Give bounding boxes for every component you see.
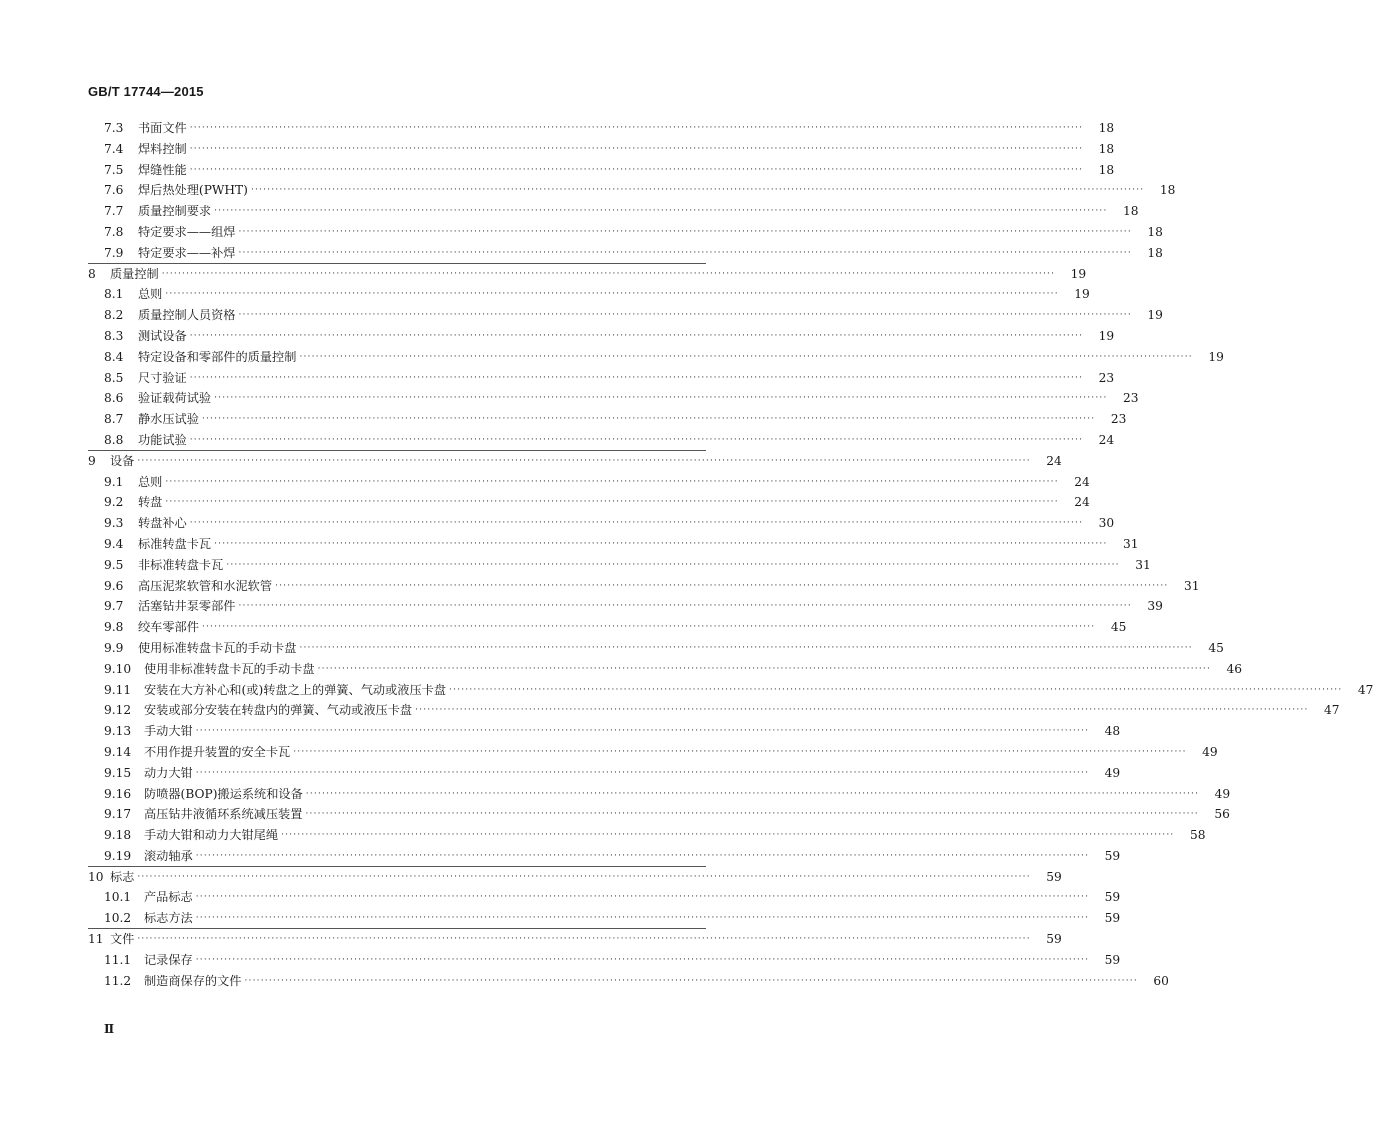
toc-entry[interactable]: [0, 617, 1127, 638]
toc-entry[interactable]: [0, 555, 1151, 576]
leader-dots: ····························································································································································································································: [449, 684, 1343, 695]
toc-entry-number: 8.3: [104, 328, 124, 343]
toc-entry-title: 焊后热处理(PWHT): [138, 183, 248, 198]
toc-entry-title: 质量控制要求: [138, 204, 212, 219]
leader-dots: ····························································································································································································································: [293, 746, 1187, 757]
toc-entry[interactable]: [0, 284, 1090, 305]
leader-dots: ····························································································································································································································: [214, 538, 1108, 549]
toc-entry-page: 18: [1098, 141, 1115, 156]
toc-entry-page: 19: [1147, 308, 1163, 323]
leader-dots: ····························································································································································································································: [305, 809, 1199, 820]
toc-entry-title: 产品标志: [144, 890, 193, 905]
toc-entry-title: 手动大钳和动力大钳尾绳: [144, 828, 279, 843]
toc-entry[interactable]: [0, 492, 1090, 513]
toc-entry-number: 9.8: [104, 620, 124, 635]
toc-entry-number: 9.13: [104, 724, 132, 739]
toc-entry-number: 10.1: [104, 890, 132, 905]
toc-entry-title: 总则: [138, 474, 163, 489]
toc-entry-page: 24: [1046, 453, 1062, 468]
toc-entry-title: 非标准转盘卡瓦: [138, 557, 224, 572]
toc-entry[interactable]: [0, 326, 1115, 347]
leader-dots: ····························································································································································································································: [189, 164, 1084, 175]
toc-entry-page: 56: [1214, 807, 1230, 822]
toc-entry-number: 9.1: [104, 474, 124, 489]
section-divider: [88, 450, 706, 451]
toc-entry-title: 绞车零部件: [138, 620, 199, 635]
toc-entry-number: 8: [88, 266, 96, 281]
toc-entry-number: 8.7: [104, 412, 124, 427]
leader-dots: ····························································································································································································································: [189, 123, 1084, 133]
section-divider: [88, 928, 706, 929]
toc-entry-title: 功能试验: [138, 432, 187, 447]
toc-entry[interactable]: [0, 929, 1062, 950]
toc-entry[interactable]: [0, 596, 1163, 617]
page-number-footer: Ⅱ: [104, 1022, 115, 1036]
toc-entry-title: 安装在大方补心和(或)转盘之上的弹簧、气动或液压卡盘: [144, 682, 447, 697]
leader-dots: ····························································································································································································································: [189, 434, 1084, 445]
toc-entry-number: 8.8: [104, 432, 124, 447]
toc-entry-page: 45: [1208, 640, 1224, 655]
toc-entry-title: 制造商保存的文件: [144, 973, 242, 988]
toc-entry[interactable]: [0, 347, 1224, 368]
toc-entry[interactable]: [0, 264, 1087, 285]
leader-dots: ····························································································································································································································: [214, 393, 1108, 404]
leader-dots: ····························································································································································································································: [238, 226, 1132, 237]
toc-entry-title: 转盘: [138, 495, 163, 510]
toc-entry-title: 标准转盘卡瓦: [138, 536, 212, 551]
toc-entry[interactable]: [0, 659, 1243, 680]
toc-entry-page: 59: [1046, 869, 1062, 884]
toc-entry-number: 7.9: [104, 245, 124, 260]
toc-entry-number: 9.12: [104, 703, 132, 718]
toc-entry-title: 验证载荷试验: [138, 391, 212, 406]
toc-entry-page: 45: [1110, 620, 1127, 635]
toc-entry-number: 7.4: [104, 141, 124, 156]
toc-entry-title: 防喷器(BOP)搬运系统和设备: [144, 786, 303, 801]
toc-entry[interactable]: [0, 638, 1224, 659]
toc-entry-page: 19: [1070, 266, 1087, 281]
toc-entry-page: 23: [1123, 391, 1139, 406]
toc-entry[interactable]: [0, 222, 1163, 243]
toc-entry-page: 31: [1183, 578, 1200, 593]
leader-dots: ····························································································································································································································: [238, 247, 1132, 258]
leader-dots: ····························································································································································································································: [195, 850, 1090, 861]
toc-entry-page: 19: [1098, 328, 1115, 343]
toc-entry-page: 59: [1104, 952, 1121, 967]
toc-entry-page: 23: [1098, 370, 1115, 385]
toc-entry-title: 特定要求——组焊: [138, 224, 236, 239]
toc-entry[interactable]: [0, 804, 1230, 825]
toc-entry-title: 尺寸验证: [138, 370, 187, 385]
leader-dots: ····························································································································································································································: [201, 414, 1096, 425]
toc-entry-page: 60: [1153, 973, 1169, 988]
toc-entry[interactable]: [0, 700, 1340, 721]
leader-dots: ····························································································································································································································: [165, 476, 1059, 487]
toc-entry-title: 使用标准转盘卡瓦的手动卡盘: [138, 640, 297, 655]
leader-dots: ····························································································································································································································: [244, 975, 1138, 986]
toc-entry-page: 24: [1074, 495, 1090, 510]
leader-dots: ····························································································································································································································: [189, 330, 1084, 341]
toc-entry-page: 59: [1046, 932, 1062, 947]
toc-entry-number: 11.1: [104, 952, 132, 967]
toc-entry[interactable]: [0, 846, 1121, 867]
toc-entry-title: 标志方法: [144, 911, 193, 926]
leader-dots: ····························································································································································································································: [137, 934, 1031, 945]
toc-entry-title: 设备: [110, 453, 135, 468]
toc-entry-page: 18: [1147, 245, 1163, 260]
toc-entry[interactable]: [0, 430, 1115, 451]
section-divider: [88, 866, 706, 867]
leader-dots: ····························································································································································································································: [189, 143, 1084, 154]
toc-entry-page: 49: [1104, 765, 1121, 780]
leader-dots: ····························································································································································································································: [201, 622, 1096, 633]
toc-entry-title: 高压钻井液循环系统减压装置: [144, 807, 303, 822]
toc-entry-page: 18: [1147, 224, 1163, 239]
toc-entry-title: 测试设备: [138, 328, 187, 343]
toc-entry[interactable]: [0, 472, 1090, 493]
toc-entry-number: 9.4: [104, 536, 124, 551]
toc-entry-number: 10: [88, 869, 104, 884]
toc-entry-number: 8.4: [104, 349, 124, 364]
toc-entry-page: 46: [1226, 661, 1243, 676]
toc-entry-title: 记录保存: [144, 952, 193, 967]
toc-entry-page: 24: [1074, 474, 1090, 489]
toc-entry-page: 18: [1123, 204, 1139, 219]
toc-entry-number: 9.3: [104, 516, 124, 531]
toc-entry-number: 9.11: [104, 682, 132, 697]
toc-entry[interactable]: [0, 388, 1139, 409]
leader-dots: ····························································································································································································································: [238, 601, 1132, 612]
leader-dots: ····························································································································································································································: [195, 913, 1090, 924]
toc-entry-number: 11.2: [104, 973, 132, 988]
leader-dots: ····························································································································································································································: [281, 830, 1175, 841]
toc-entry-title: 总则: [138, 287, 163, 302]
toc-entry-number: 11: [88, 932, 104, 947]
toc-entry-page: 31: [1135, 557, 1151, 572]
toc-entry-title: 转盘补心: [138, 516, 187, 531]
toc-entry-title: 使用非标准转盘卡瓦的手动卡盘: [144, 661, 315, 676]
toc-entry-number: 7.8: [104, 224, 124, 239]
leader-dots: ····························································································································································································································: [161, 268, 1056, 279]
toc-entry-number: 10.2: [104, 911, 132, 926]
toc-entry-title: 静水压试验: [138, 412, 199, 427]
toc-entry-title: 安装或部分安装在转盘内的弹簧、气动或液压卡盘: [144, 703, 413, 718]
toc-entry-page: 30: [1098, 516, 1115, 531]
toc-entry-title: 特定设备和零部件的质量控制: [138, 349, 297, 364]
toc-entry-number: 8.5: [104, 370, 124, 385]
toc-entry-page: 49: [1202, 744, 1218, 759]
toc-entry[interactable]: [0, 784, 1231, 805]
toc-entry-title: 动力大钳: [144, 765, 193, 780]
leader-dots: ····························································································································································································································: [189, 372, 1084, 383]
toc-entry-number: 9.6: [104, 578, 124, 593]
toc-entry-page: 18: [1098, 162, 1115, 177]
toc-entry-title: 滚动轴承: [144, 848, 193, 863]
toc-entry-title: 质量控制: [110, 266, 159, 281]
toc-entry-title: 文件: [110, 932, 135, 947]
leader-dots: ····························································································································································································································: [415, 705, 1309, 716]
toc-entry-page: 58: [1189, 828, 1206, 843]
toc-entry-number: 9.2: [104, 495, 124, 510]
toc-entry-title: 焊料控制: [138, 141, 187, 156]
toc-entry-page: 59: [1104, 890, 1121, 905]
toc-entry[interactable]: [0, 721, 1121, 742]
leader-dots: ····························································································································································································································: [317, 663, 1212, 674]
toc-entry-title: 标志: [110, 869, 135, 884]
toc-entry[interactable]: [0, 742, 1218, 763]
toc-entry-page: 24: [1098, 432, 1115, 447]
toc-entry-number: 9.5: [104, 557, 124, 572]
toc-entry[interactable]: [0, 160, 1115, 181]
toc-entry[interactable]: [0, 243, 1163, 264]
toc-entry[interactable]: [0, 825, 1206, 846]
leader-dots: ····························································································································································································································: [299, 642, 1193, 653]
toc-entry-page: 19: [1208, 349, 1224, 364]
toc-entry-page: 47: [1357, 682, 1373, 697]
toc-entry-number: 9.16: [104, 786, 132, 801]
toc-entry-number: 9.17: [104, 807, 132, 822]
toc-entry-page: 49: [1214, 786, 1231, 801]
leader-dots: ····························································································································································································································: [226, 559, 1120, 570]
toc-entry-number: 8.6: [104, 391, 124, 406]
toc-entry[interactable]: [0, 118, 1115, 139]
leader-dots: ····························································································································································································································: [195, 767, 1090, 778]
leader-dots: ····························································································································································································································: [137, 871, 1031, 882]
toc-entry[interactable]: [0, 368, 1115, 389]
leader-dots: ····························································································································································································································: [238, 310, 1132, 321]
toc-entry-page: 31: [1123, 536, 1139, 551]
toc-entry[interactable]: [0, 180, 1176, 201]
toc-entry-page: 18: [1159, 183, 1176, 198]
leader-dots: ····························································································································································································································: [299, 351, 1193, 362]
leader-dots: ····························································································································································································································: [195, 892, 1090, 903]
toc-entry-title: 焊缝性能: [138, 162, 187, 177]
toc-entry-number: 9.15: [104, 765, 132, 780]
toc-entry-title: 质量控制人员资格: [138, 308, 236, 323]
toc-entry-title: 高压泥浆软管和水泥软管: [138, 578, 273, 593]
toc-entry-title: 活塞钻井泵零部件: [138, 599, 236, 614]
leader-dots: ····························································································································································································································: [195, 954, 1090, 965]
toc-entry-page: 23: [1110, 412, 1127, 427]
leader-dots: ····························································································································································································································: [137, 455, 1031, 466]
toc-entry[interactable]: [0, 887, 1121, 908]
toc-entry-number: 7.7: [104, 204, 124, 219]
toc-entry-number: 9.9: [104, 640, 124, 655]
toc-entry[interactable]: [0, 867, 1062, 888]
toc-entry-number: 7.5: [104, 162, 124, 177]
toc-entry[interactable]: [0, 409, 1127, 430]
toc-entry[interactable]: [0, 513, 1115, 534]
toc-entry-number: 9.10: [104, 661, 132, 676]
toc-entry-number: 7.3: [104, 121, 124, 135]
leader-dots: ····························································································································································································································: [305, 788, 1200, 799]
toc-entry[interactable]: [0, 201, 1139, 222]
toc-entry-page: 18: [1098, 121, 1115, 135]
toc-entry[interactable]: [0, 139, 1115, 160]
toc-entry-title: 不用作提升装置的安全卡瓦: [144, 744, 291, 759]
leader-dots: ····························································································································································································································: [189, 518, 1084, 529]
toc-entry-number: 9.14: [104, 744, 132, 759]
toc-entry[interactable]: [0, 680, 1373, 701]
leader-dots: ····························································································································································································································: [195, 726, 1090, 737]
toc-entry-number: 9.19: [104, 848, 132, 863]
toc-entry-number: 9.18: [104, 828, 132, 843]
toc-entry-number: 7.6: [104, 183, 124, 198]
toc-entry-number: 9: [88, 453, 96, 468]
toc-entry-page: 59: [1104, 848, 1121, 863]
toc-entry[interactable]: [0, 763, 1121, 784]
toc-entry[interactable]: [0, 451, 1062, 472]
toc-entry[interactable]: [0, 971, 1169, 992]
toc-entry[interactable]: [0, 908, 1121, 929]
leader-dots: ····························································································································································································································: [214, 206, 1108, 217]
toc-entry-page: 19: [1074, 287, 1090, 302]
section-divider: [88, 263, 706, 264]
table-of-contents: [0, 118, 1373, 991]
toc-entry[interactable]: [0, 305, 1163, 326]
toc-entry-page: 47: [1324, 703, 1340, 718]
toc-entry-page: 59: [1104, 911, 1121, 926]
toc-entry-number: 8.2: [104, 308, 124, 323]
toc-entry-title: 特定要求——补焊: [138, 245, 236, 260]
leader-dots: ····························································································································································································································: [250, 185, 1145, 196]
toc-entry-title: 手动大钳: [144, 724, 193, 739]
toc-entry-page: 39: [1147, 599, 1163, 614]
leader-dots: ····························································································································································································································: [165, 497, 1059, 508]
toc-entry-title: 书面文件: [138, 121, 187, 135]
toc-entry[interactable]: [0, 534, 1139, 555]
toc-entry-number: 8.1: [104, 287, 124, 302]
toc-entry-page: 48: [1104, 724, 1121, 739]
document-header: GB/T 17744—2015: [88, 84, 204, 99]
toc-entry[interactable]: [0, 576, 1200, 597]
leader-dots: ····························································································································································································································: [165, 289, 1059, 300]
leader-dots: ····························································································································································································································: [275, 580, 1169, 591]
toc-entry-number: 9.7: [104, 599, 124, 614]
toc-entry[interactable]: [0, 950, 1121, 971]
